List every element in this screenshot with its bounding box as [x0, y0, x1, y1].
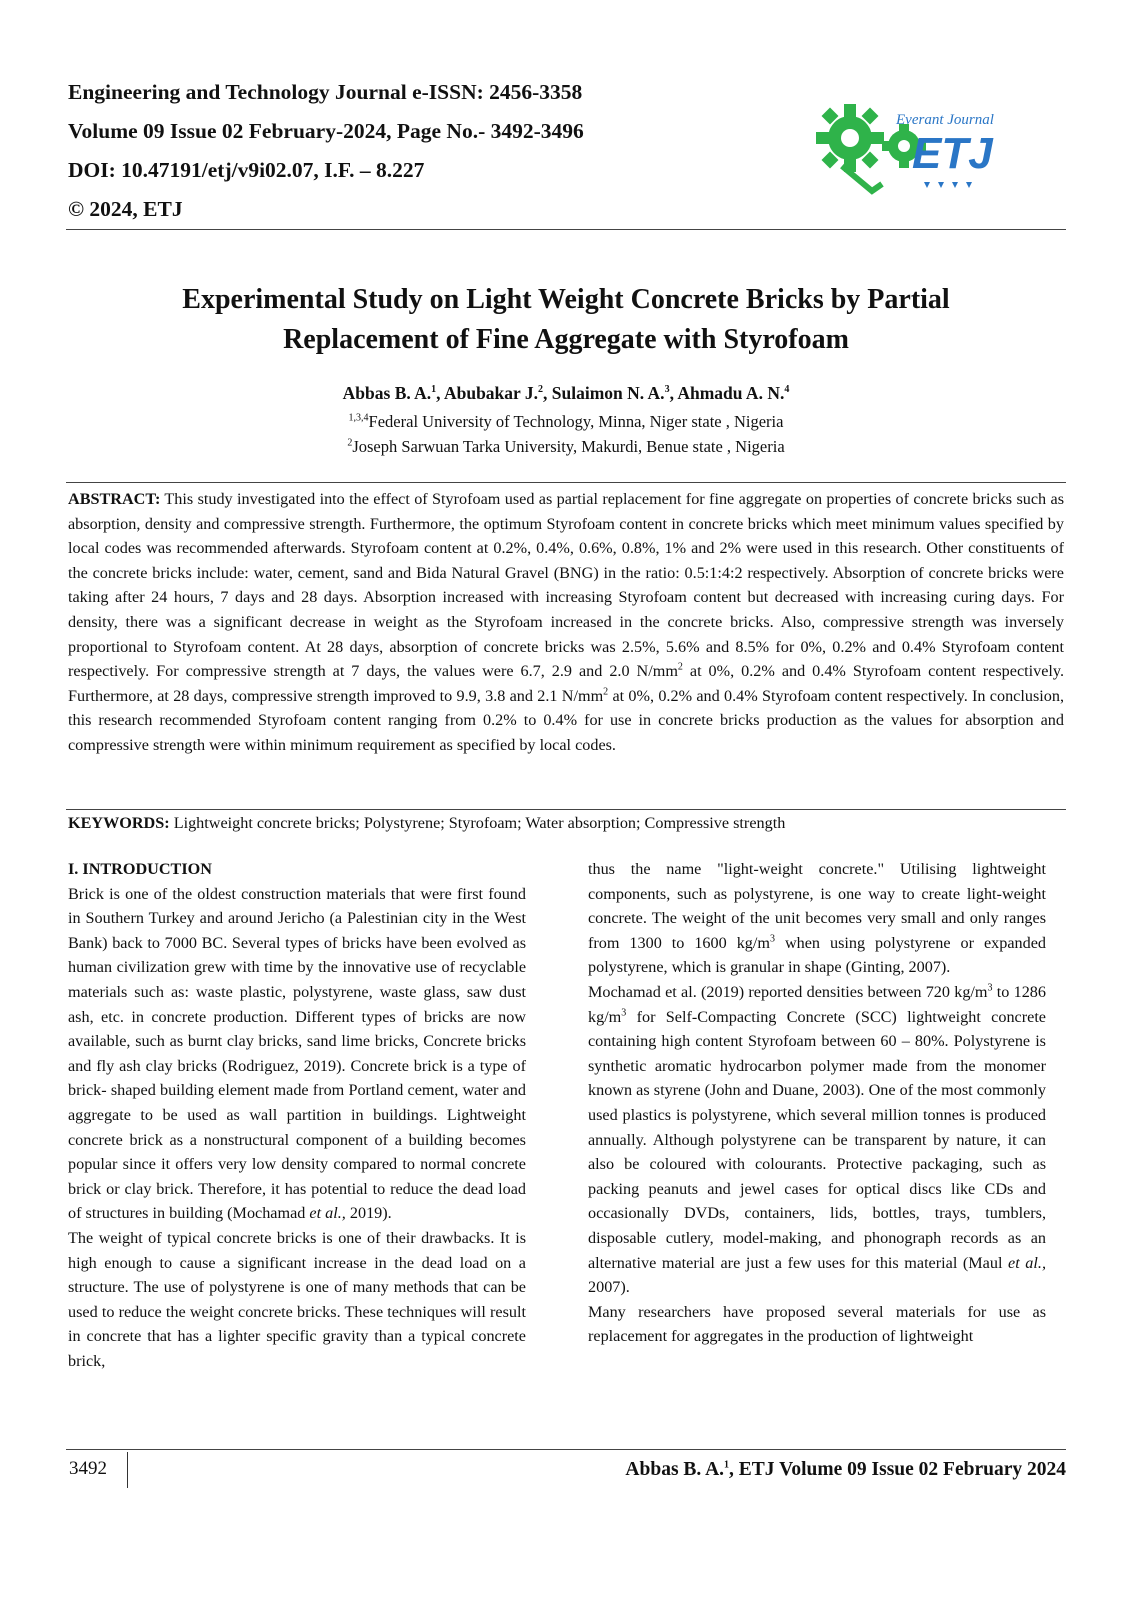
right-paragraph-3: Many researchers have proposed several materials for use as replacement for aggregates in the production of lightweight: [588, 1302, 1046, 1346]
logo-text-main: ETJ: [912, 129, 993, 178]
affil-2-sup: 2: [347, 437, 353, 449]
affil-1-text: Federal University of Technology, Minna, Niger state , Nigeria: [368, 412, 784, 431]
keywords-label: KEYWORDS:: [68, 814, 170, 832]
header-rule: [66, 229, 1066, 230]
author-1: Abbas B. A.: [342, 383, 432, 403]
keywords: [68, 811, 1064, 835]
intro-p1-a: Brick is one of the oldest construction materials that were first found in Southern Turkey and around Jericho (a Palestinian city in the West Bank) back to 7000 BC. Several types of bricks have been evolved as human civilization grew with time by the innovative use of recyclable materials such as: waste plastic, polystyrene, waste glass, saw dust ash, etc. in concrete production. Different types of bricks are now available, such as burnt clay bricks, sand lime bricks, Concrete bricks and fly ash clay bricks (Rodriguez, 2019). Concrete brick is a type of brick- shaped building element made from Portland cement, water and aggregate to be used as wall partition in buildings. Lightweight concrete brick as a nonstructural component of a building becomes popular since it offers very low density compared to normal concrete brick or clay brick. Therefore, it has potential to reduce the dead load of structures in building (Mochamad: [68, 884, 526, 1223]
footer-author: Abbas B. A.: [625, 1459, 725, 1480]
page-number: 3492: [69, 1458, 107, 1479]
abstract-text-b: at 0%, 0.2% and 0.4% Styrofoam content respectively. Furthermore, at 28 days, compressive strength improved to 9.9, 3.8 and 2.1 N/mm: [68, 662, 1064, 705]
footer-journal: , ETJ Volume 09 Issue 02 February 2024: [729, 1459, 1066, 1480]
right-p2-a: Mochamad et al. (2019) reported densities between 720 kg/m: [588, 982, 988, 1001]
footer-sup: 1: [724, 1459, 730, 1471]
intro-p1-b: 2019).: [345, 1204, 392, 1223]
right-p2-b: to 1286 kg/m: [588, 982, 1046, 1026]
right-p2-c: for Self-Compacting Concrete (SCC) lightweight concrete containing high content Styrofoam between 60 – 80%. Polystyrene is synthetic aromatic hydrocarbon polymer made from the monomer known as styrene (John and Duane, 2003). One of the most commonly used plastics is polystyrene, which several million tonnes is produced annually. Although polystyrene can be transparent by nature, it can also be coloured with colourants. Protective packaging, such as packing peanuts and jewel cases for optical discs like CDs and occasionally DVDs, containers, lids, bottles, trays, tumblers, disposable cutlery, model-making, and phonograph records as an alternative material are just a few uses for this material (Maul: [588, 1007, 1046, 1272]
doi-line: DOI: 10.47191/etj/v9i02.07, I.F. – 8.227: [68, 158, 425, 182]
journal-logo: [812, 96, 1022, 204]
paper-title: [60, 280, 1072, 360]
abstract-top-rule: [66, 482, 1066, 483]
keywords-text: Lightweight concrete bricks; Polystyrene; Styrofoam; Water absorption; Compressive strength: [169, 814, 786, 832]
right-p2-sup2: 3: [621, 1007, 627, 1019]
logo-text-top: Everant Journal: [896, 112, 994, 128]
abstract: [68, 487, 1064, 758]
author-2: Abubakar J.: [443, 383, 538, 403]
abstract-sup-b: 2: [603, 686, 609, 698]
author-3-sup: 3: [664, 384, 670, 396]
abstract-label: ABSTRACT:: [68, 490, 161, 508]
abstract-text-a: This study investigated into the effect of Styrofoam used as partial replacement for fine aggregate on properties of concrete bricks such as absorption, density and compressive strength. Furthermore, the optimum Styrofoam content in concrete bricks which meet minimum values specified by local codes was recommended afterwards. Styrofoam content at 0.2%, 0.4%, 0.6%, 0.8%, 1% and 2% were used in this research. Other constituents of the concrete bricks include: water, cement, sand and Bida Natural Gravel (BNG) in the ratio: 0.5:1:4:2 respectively. Absorption of concrete bricks were taking after 24 hours, 7 days and 28 days. Absorption increased with increasing Styrofoam content but decreased with increasing curing days. For density, there was a significant decrease in weight as the Styrofoam increased in the concrete bricks. Also, compressive strength was inversely proportional to Styrofoam content. At 28 days, absorption of concrete bricks was 2.5%, 5.6% and 8.5% for 0%, 0.2% and 0.4% Styrofoam content respectively. For compressive strength at 7 days, the values were 6.7, 2.9 and 2.0 N/mm: [68, 490, 1064, 681]
author-4: Ahmadu A. N.: [677, 383, 785, 403]
left-column: [68, 857, 526, 1373]
right-p2-em: et al.,: [1008, 1253, 1046, 1272]
right-p1-b: when using polystyrene or expanded polystyrene, which is granular in shape (Ginting, 2007).: [588, 933, 1046, 977]
right-p2-d: 2007).: [588, 1278, 630, 1297]
abstract-sup-a: 2: [677, 661, 683, 673]
right-p1-a: thus the name "light-weight concrete." Utilising lightweight components, such as polystyrene, is one way to create light-weight concrete. The weight of the unit becomes very small and only ranges from 1300 to 1600 kg/m: [588, 860, 1046, 952]
footer-running-head: [625, 1459, 1066, 1481]
author-2-sup: 2: [538, 384, 543, 396]
affiliation-1: [60, 412, 1072, 432]
title-line-2: Replacement of Fine Aggregate with Styrofoam: [283, 324, 849, 355]
intro-p1-em: et al.,: [309, 1204, 346, 1223]
abstract-text-c: at 0%, 0.2% and 0.4% Styrofoam content respectively. In conclusion, this research recommended Styrofoam content ranging from 0.2% to 0.4% for use in concrete bricks production as the values for absorption and compressive strength were within minimum requirement as specified by local codes.: [68, 686, 1064, 754]
right-paragraph-1: [588, 857, 1046, 980]
keywords-top-rule: [66, 809, 1066, 810]
right-paragraph-2: [588, 980, 1046, 1300]
right-p1-sup: 3: [769, 933, 775, 945]
title-line-1: Experimental Study on Light Weight Concrete Bricks by Partial: [182, 284, 950, 315]
author-list: Abbas B. A.$^1$, Abubakar J.$^2$, Sulaimon N. A.$^3$, Ahmadu A. N.$^4$: [342, 383, 790, 403]
volume-line: Volume 09 Issue 02 February-2024, Page No.- 3492-3496: [68, 119, 584, 143]
journal-line: Engineering and Technology Journal e-ISSN: 2456-3358: [68, 80, 583, 104]
right-column: [588, 857, 1046, 1349]
affil-1-sup: 1,3,4: [348, 412, 369, 424]
intro-paragraph-1: [68, 882, 526, 1226]
right-p2-sup1: 3: [987, 982, 993, 994]
affil-2-text: Joseph Sarwuan Tarka University, Makurdi, Benue state , Nigeria: [352, 437, 785, 456]
section-heading-introduction: I. INTRODUCTION: [68, 860, 212, 878]
copyright-line: © 2024, ETJ: [68, 197, 183, 221]
footer-divider: [127, 1452, 128, 1488]
intro-paragraph-2: The weight of typical concrete bricks is one of their drawbacks. It is high enough to cause a significant increase in the dead load on a structure. The use of polystyrene is one of many methods that can be used to reduce the weight concrete bricks. These techniques will result in concrete that has a lighter specific gravity than a typical concrete brick,: [68, 1228, 526, 1370]
affiliation-2: [60, 437, 1072, 457]
footer-rule: [66, 1449, 1066, 1450]
author-3: Sulaimon N. A.: [551, 383, 665, 403]
author-1-sup: 1: [431, 384, 437, 396]
author-4-sup: 4: [784, 384, 790, 396]
